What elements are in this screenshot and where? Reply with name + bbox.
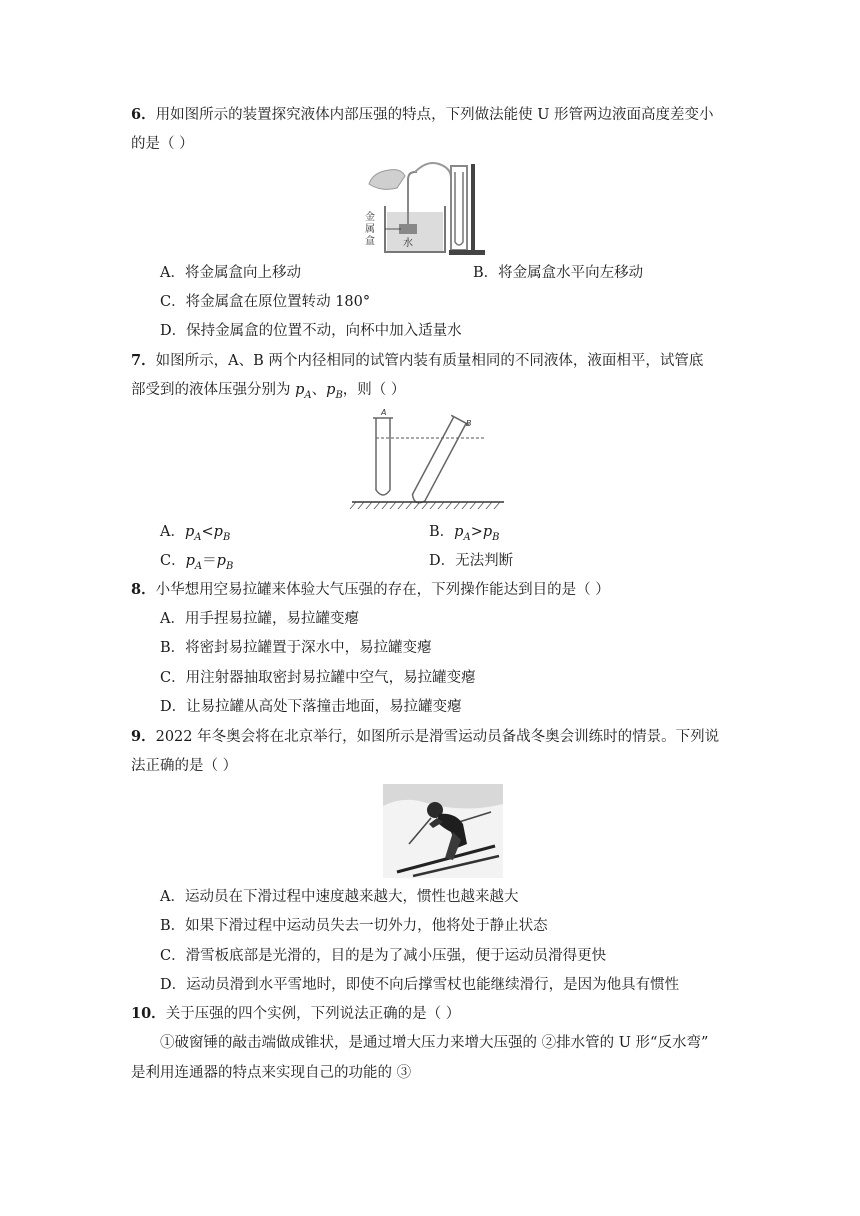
q9-option-d[interactable]: D．运动员滑到水平雪地时，即使不向后撑雪杖也能继续滑行，是因为他具有惯性	[160, 977, 680, 993]
q6-option-a[interactable]: A．将金属盒向上移动	[160, 265, 301, 281]
q7-option-b-s1: A	[463, 531, 471, 543]
q7-option-a[interactable]	[160, 522, 230, 548]
q8-option-b[interactable]: B．将密封易拉罐置于深水中，易拉罐变瘪	[160, 640, 432, 656]
q7-option-c-s2: B	[225, 560, 234, 572]
q9-number: 9．	[131, 728, 156, 745]
q7-number: 7．	[131, 352, 156, 369]
q7-option-b-prefix: B．	[429, 524, 455, 540]
q7-pb: p	[326, 382, 336, 398]
label-b: B	[466, 419, 472, 428]
q7-pa-sub: A	[304, 389, 312, 401]
q7-option-c[interactable]	[160, 551, 233, 577]
q9-option-b[interactable]: B．如果下滑过程中运动员失去一切外力，他将处于静止状态	[160, 918, 548, 934]
q9-stem-2: 法正确的是（ ）	[131, 758, 238, 774]
metal-box	[399, 224, 417, 234]
q7-pb-sub: B	[335, 389, 343, 401]
label-jin: 金	[365, 212, 375, 223]
label-he: 盒	[365, 236, 375, 247]
q10-stem-2: ①破窗锤的敲击端做成锥状，是通过增大压力来增大压强的 ②排水管的 U 形“反水弯”	[160, 1035, 709, 1051]
q7-option-b-op: >	[470, 524, 483, 540]
q8-option-d[interactable]: D．让易拉罐从高处下落撞击地面，易拉罐变瘪	[160, 699, 462, 715]
q7-option-d-prefix: D．	[429, 553, 456, 569]
label-a: A	[381, 408, 387, 417]
q7-option-a-prefix: A．	[160, 524, 185, 540]
q6-figure-pressure-gauge	[355, 158, 495, 258]
q7-option-b-s2: B	[492, 531, 500, 543]
q6-number: 6．	[131, 106, 156, 123]
q10-line-1	[131, 1004, 460, 1024]
q10-stem-3: 是利用连通器的特点来实现自己的功能的 ③	[131, 1065, 412, 1081]
q9-line-1	[131, 727, 719, 747]
q7-option-b-p1: p	[454, 524, 464, 540]
q7-option-d[interactable]	[429, 551, 513, 571]
q7-option-b-p2: p	[482, 524, 493, 540]
q7-line-2	[131, 380, 405, 406]
q7-stem-1: 如图所示，A、B 两个内径相同的试管内装有质量相同的不同液体，液面相平，试管底	[155, 353, 704, 369]
label-shu: 属	[365, 224, 375, 235]
q7-line-1	[131, 351, 703, 371]
q6-line-1	[131, 105, 714, 125]
hand	[369, 170, 405, 190]
q8-number: 8．	[131, 581, 156, 598]
q7-option-c-p2: p	[216, 553, 226, 569]
test-tube-a	[376, 418, 390, 495]
q7-option-a-s1: A	[194, 531, 202, 543]
test-tube-b	[410, 417, 466, 506]
q6-stem-2: 的是（ ）	[131, 136, 194, 152]
q7-option-c-s1: A	[194, 560, 203, 572]
q9-figure-skier	[383, 784, 503, 878]
q10-number: 10．	[131, 1005, 166, 1022]
q7-option-a-p1: p	[184, 524, 195, 540]
q7-pa: p	[295, 382, 305, 398]
q7-option-c-op: ＝	[202, 553, 217, 569]
u-tube	[455, 172, 463, 245]
q6-option-c[interactable]: C．将金属盒在原位置转动 180°	[160, 294, 371, 310]
q7-option-a-op: <	[201, 524, 214, 540]
q7-option-d-text: 无法判断	[455, 553, 514, 569]
q7-option-c-p1: p	[185, 553, 195, 569]
q8-option-c[interactable]: C．用注射器抽取密封易拉罐中空气，易拉罐变瘪	[160, 670, 476, 686]
q7-option-a-s2: B	[222, 531, 231, 543]
q8-line-1	[131, 580, 610, 600]
q9-option-c[interactable]: C．滑雪板底部是光滑的，目的是为了减小压强，便于运动员滑得更快	[160, 948, 607, 964]
q7-stem-2b: ，则（ ）	[342, 382, 406, 398]
q7-option-b[interactable]	[429, 522, 500, 548]
q7-sep: 、	[311, 382, 327, 398]
q8-option-a[interactable]: A．用手捏易拉罐，易拉罐变瘪	[160, 611, 359, 627]
q8-stem-1: 小华想用空易拉罐来体验大气压强的存在，下列操作能达到目的是（ ）	[155, 582, 610, 598]
q6-option-b[interactable]: B．将金属盒水平向左移动	[473, 265, 644, 281]
q9-option-a[interactable]: A．运动员在下滑过程中速度越来越大，惯性也越来越大	[160, 889, 519, 905]
q7-figure-test-tubes	[348, 408, 508, 512]
q7-option-a-p2: p	[213, 524, 223, 540]
u-tube-board	[451, 166, 467, 250]
label-water: 水	[403, 238, 413, 249]
q6-stem-1: 用如图所示的装置探究液体内部压强的特点，下列做法能使 U 形管两边液面高度差变小	[155, 107, 714, 123]
q9-stem-1: 2022 年冬奥会将在北京举行，如图所示是滑雪运动员备战冬奥会训练时的情景。下列说	[155, 729, 720, 745]
q10-stem-1: 关于压强的四个实例，下列说法正确的是（ ）	[165, 1006, 461, 1022]
q6-option-d[interactable]: D．保持金属盒的位置不动，向杯中加入适量水	[160, 323, 462, 339]
q7-option-c-prefix: C．	[160, 553, 186, 569]
q7-stem-2a: 部受到的液体压强分别为	[131, 382, 296, 398]
